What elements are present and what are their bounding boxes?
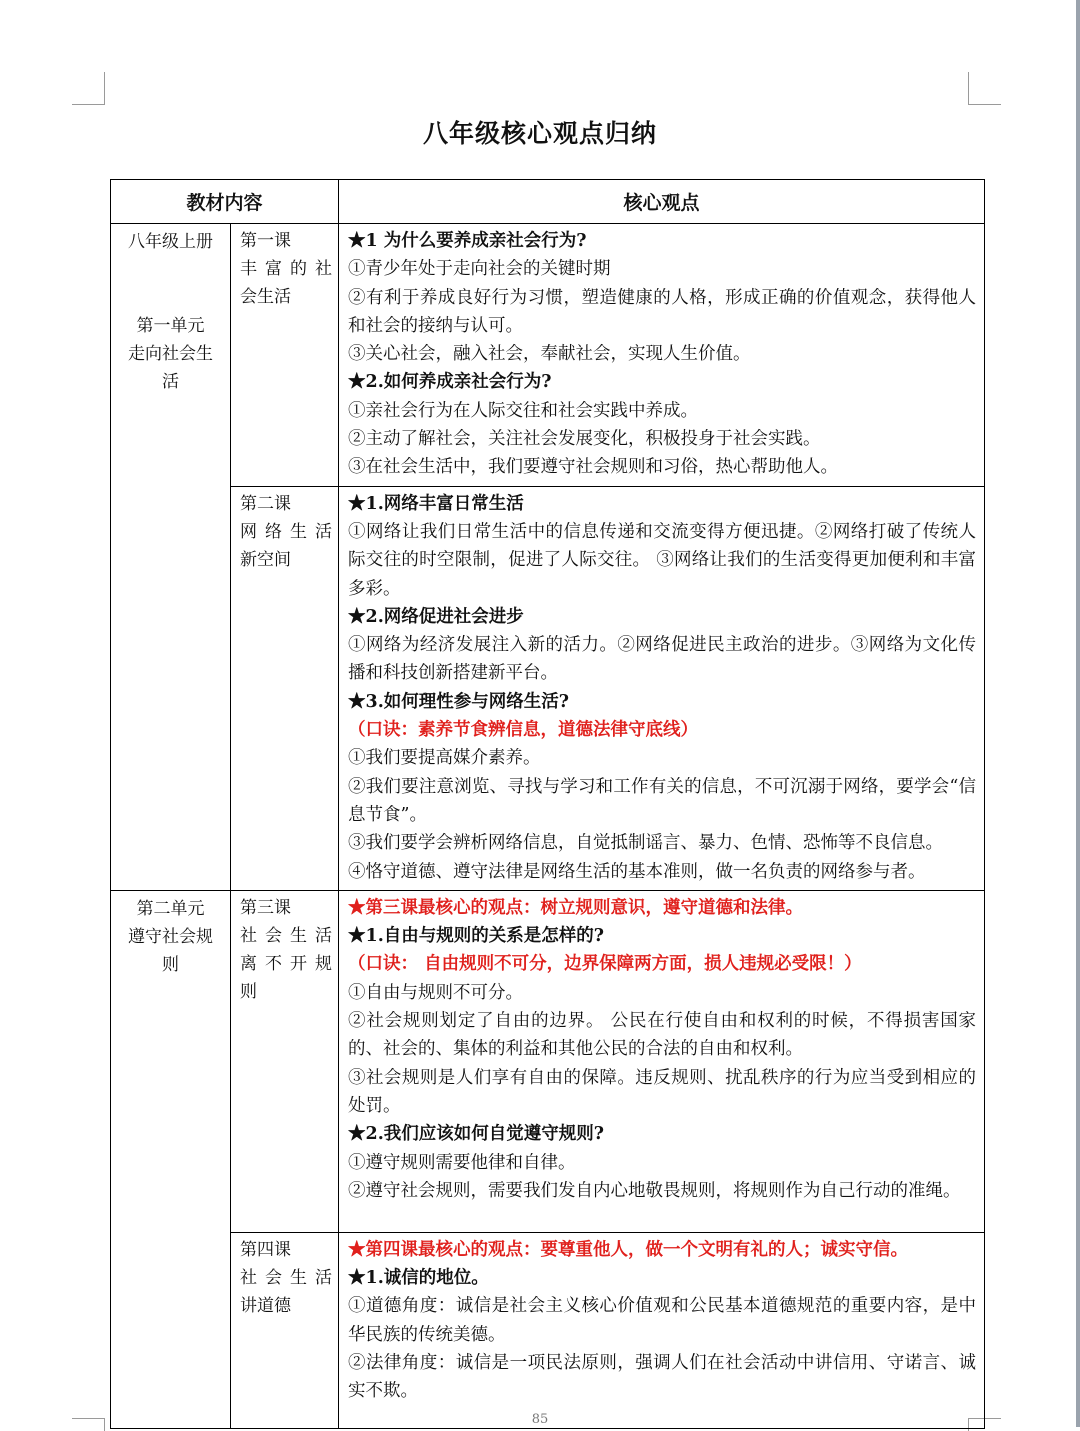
point-text: ②主动了解社会，关注社会发展变化，积极投身于社会实践。 bbox=[348, 429, 821, 450]
lesson-name: 讲道德 bbox=[240, 1295, 291, 1316]
point-text: ①青少年处于走向社会的关键时期 bbox=[348, 259, 611, 280]
point-text: ②法律角度：诚信是一项民法原则，强调人们在社会活动中讲信用、守诺言、诚实不欺。 bbox=[348, 1353, 977, 1402]
header-textbook-content: 教材内容 bbox=[111, 180, 339, 224]
page-number: 85 bbox=[531, 1412, 549, 1427]
unit-2-cell bbox=[111, 890, 231, 1428]
question-heading: ★2.如何养成亲社会行为? bbox=[348, 372, 552, 393]
unit-name: 活 bbox=[162, 372, 179, 392]
question-heading: ★1.网络丰富日常生活 bbox=[348, 493, 524, 514]
point-text: ④恪守道德、遵守法律是网络生活的基本准则，做一名负责的网络参与者。 bbox=[348, 861, 926, 882]
point-text: ③关心社会，融入社会，奉献社会，实现人生价值。 bbox=[348, 344, 751, 365]
mnemonic-text: （口诀： 自由规则不可分，边界保障两方面，损人违规必受限！） bbox=[348, 954, 862, 975]
unit-label: 第二单元 bbox=[136, 898, 205, 919]
lesson-2-cell bbox=[231, 486, 339, 890]
lesson-number: 第四课 bbox=[240, 1239, 291, 1260]
table-row bbox=[111, 224, 985, 487]
lesson-number: 第三课 bbox=[240, 897, 291, 918]
point-text: ①道德角度：诚信是社会主义核心价值观和公民基本道德规范的重要内容，是中华民族的传统美德。 bbox=[348, 1296, 977, 1345]
summary-table bbox=[110, 179, 985, 1429]
point-text: ①网络让我们日常生活中的信息传递和交流变得方便迅捷。②网络打破了传统人际交往的时空限制，促进了人际交往。 ③网络让我们的生活变得更加便利和丰富多彩。 bbox=[348, 521, 977, 599]
core-view-text: ★第三课最核心的观点：树立规则意识，遵守道德和法律。 bbox=[348, 897, 804, 918]
table-row bbox=[111, 486, 985, 890]
page-edge bbox=[1076, 0, 1080, 1427]
lesson-2-content bbox=[339, 486, 985, 890]
mnemonic-text: （口诀：素养节食辨信息，道德法律守底线） bbox=[348, 720, 699, 741]
question-heading: ★2.我们应该如何自觉遵守规则? bbox=[348, 1124, 605, 1145]
lesson-name: 网络生活 bbox=[240, 521, 333, 542]
lesson-name: 社会生活 bbox=[240, 925, 333, 946]
question-heading: ★2.网络促进社会进步 bbox=[348, 606, 524, 627]
lesson-name: 离不开规 bbox=[240, 953, 333, 974]
crop-mark-top-left bbox=[72, 72, 105, 105]
point-text: ③在社会生活中，我们要遵守社会规则和习俗，热心帮助他人。 bbox=[348, 457, 839, 478]
lesson-name: 会生活 bbox=[240, 287, 291, 307]
table-header-row bbox=[111, 180, 985, 224]
question-heading: ★3.如何理性参与网络生活? bbox=[348, 691, 570, 712]
unit-name: 则 bbox=[162, 954, 179, 975]
header-core-views: 核心观点 bbox=[339, 180, 985, 224]
question-heading: ★1.自由与规则的关系是怎样的? bbox=[348, 926, 605, 947]
lesson-number: 第二课 bbox=[240, 493, 291, 514]
point-text: ②社会规则划定了自由的边界。 公民在行使自由和权利的时候，不得损害国家的、社会的、集体的利益和其他公民的合法的自由和权利。 bbox=[348, 1011, 977, 1060]
lesson-name: 则 bbox=[240, 981, 257, 1002]
lesson-name: 丰富的社 bbox=[240, 259, 333, 279]
lesson-3-cell bbox=[231, 890, 339, 1232]
point-text: ②我们要注意浏览、寻找与学习和工作有关的信息，不可沉溺于网络，要学会“信息节食”。 bbox=[348, 776, 977, 825]
question-heading: ★1.诚信的地位。 bbox=[348, 1268, 489, 1289]
table-row bbox=[111, 1232, 985, 1428]
lesson-4-cell bbox=[231, 1232, 339, 1428]
point-text: ①网络为经济发展注入新的活力。②网络促进民主政治的进步。③网络为文化传播和科技创新搭建新平台。 bbox=[348, 635, 977, 684]
point-text: ①我们要提高媒介素养。 bbox=[348, 748, 541, 769]
unit-name: 走向社会生 bbox=[128, 344, 213, 364]
crop-mark-top-right bbox=[968, 72, 1001, 105]
lesson-number: 第一课 bbox=[240, 231, 291, 251]
table-row bbox=[111, 890, 985, 1232]
lesson-1-content bbox=[339, 224, 985, 487]
point-text: ①遵守规则需要他律和自律。 bbox=[348, 1152, 576, 1173]
grade-label: 八年级上册 bbox=[128, 232, 213, 252]
lesson-name: 社会生活 bbox=[240, 1267, 333, 1288]
point-text: ③我们要学会辨析网络信息，自觉抵制谣言、暴力、色情、恐怖等不良信息。 bbox=[348, 833, 944, 854]
point-text: ②有利于养成良好行为习惯，塑造健康的人格，形成正确的价值观念，获得他人和社会的接纳与认可。 bbox=[348, 287, 977, 336]
lesson-4-content bbox=[339, 1232, 985, 1428]
unit-1-cell bbox=[111, 224, 231, 891]
unit-name: 遵守社会规 bbox=[128, 926, 213, 947]
core-view-text: ★第四课最核心的观点：要尊重他人，做一个文明有礼的人；诚实守信。 bbox=[348, 1239, 909, 1260]
point-text: ①自由与规则不可分。 bbox=[348, 982, 524, 1003]
lesson-1-cell bbox=[231, 224, 339, 487]
point-text: ①亲社会行为在人际交往和社会实践中养成。 bbox=[348, 400, 699, 421]
point-text: ②遵守社会规则，需要我们发自内心地敬畏规则，将规则作为自己行动的准绳。 bbox=[348, 1180, 961, 1201]
page-title: 八年级核心观点归纳 bbox=[422, 119, 657, 148]
question-heading: ★1 为什么要养成亲社会行为? bbox=[348, 231, 587, 251]
unit-label: 第一单元 bbox=[136, 316, 205, 336]
point-text: ③社会规则是人们享有自由的保障。违反规则、扰乱秩序的行为应当受到相应的处罚。 bbox=[348, 1067, 977, 1116]
lesson-3-content bbox=[339, 890, 985, 1232]
lesson-name: 新空间 bbox=[240, 549, 291, 570]
